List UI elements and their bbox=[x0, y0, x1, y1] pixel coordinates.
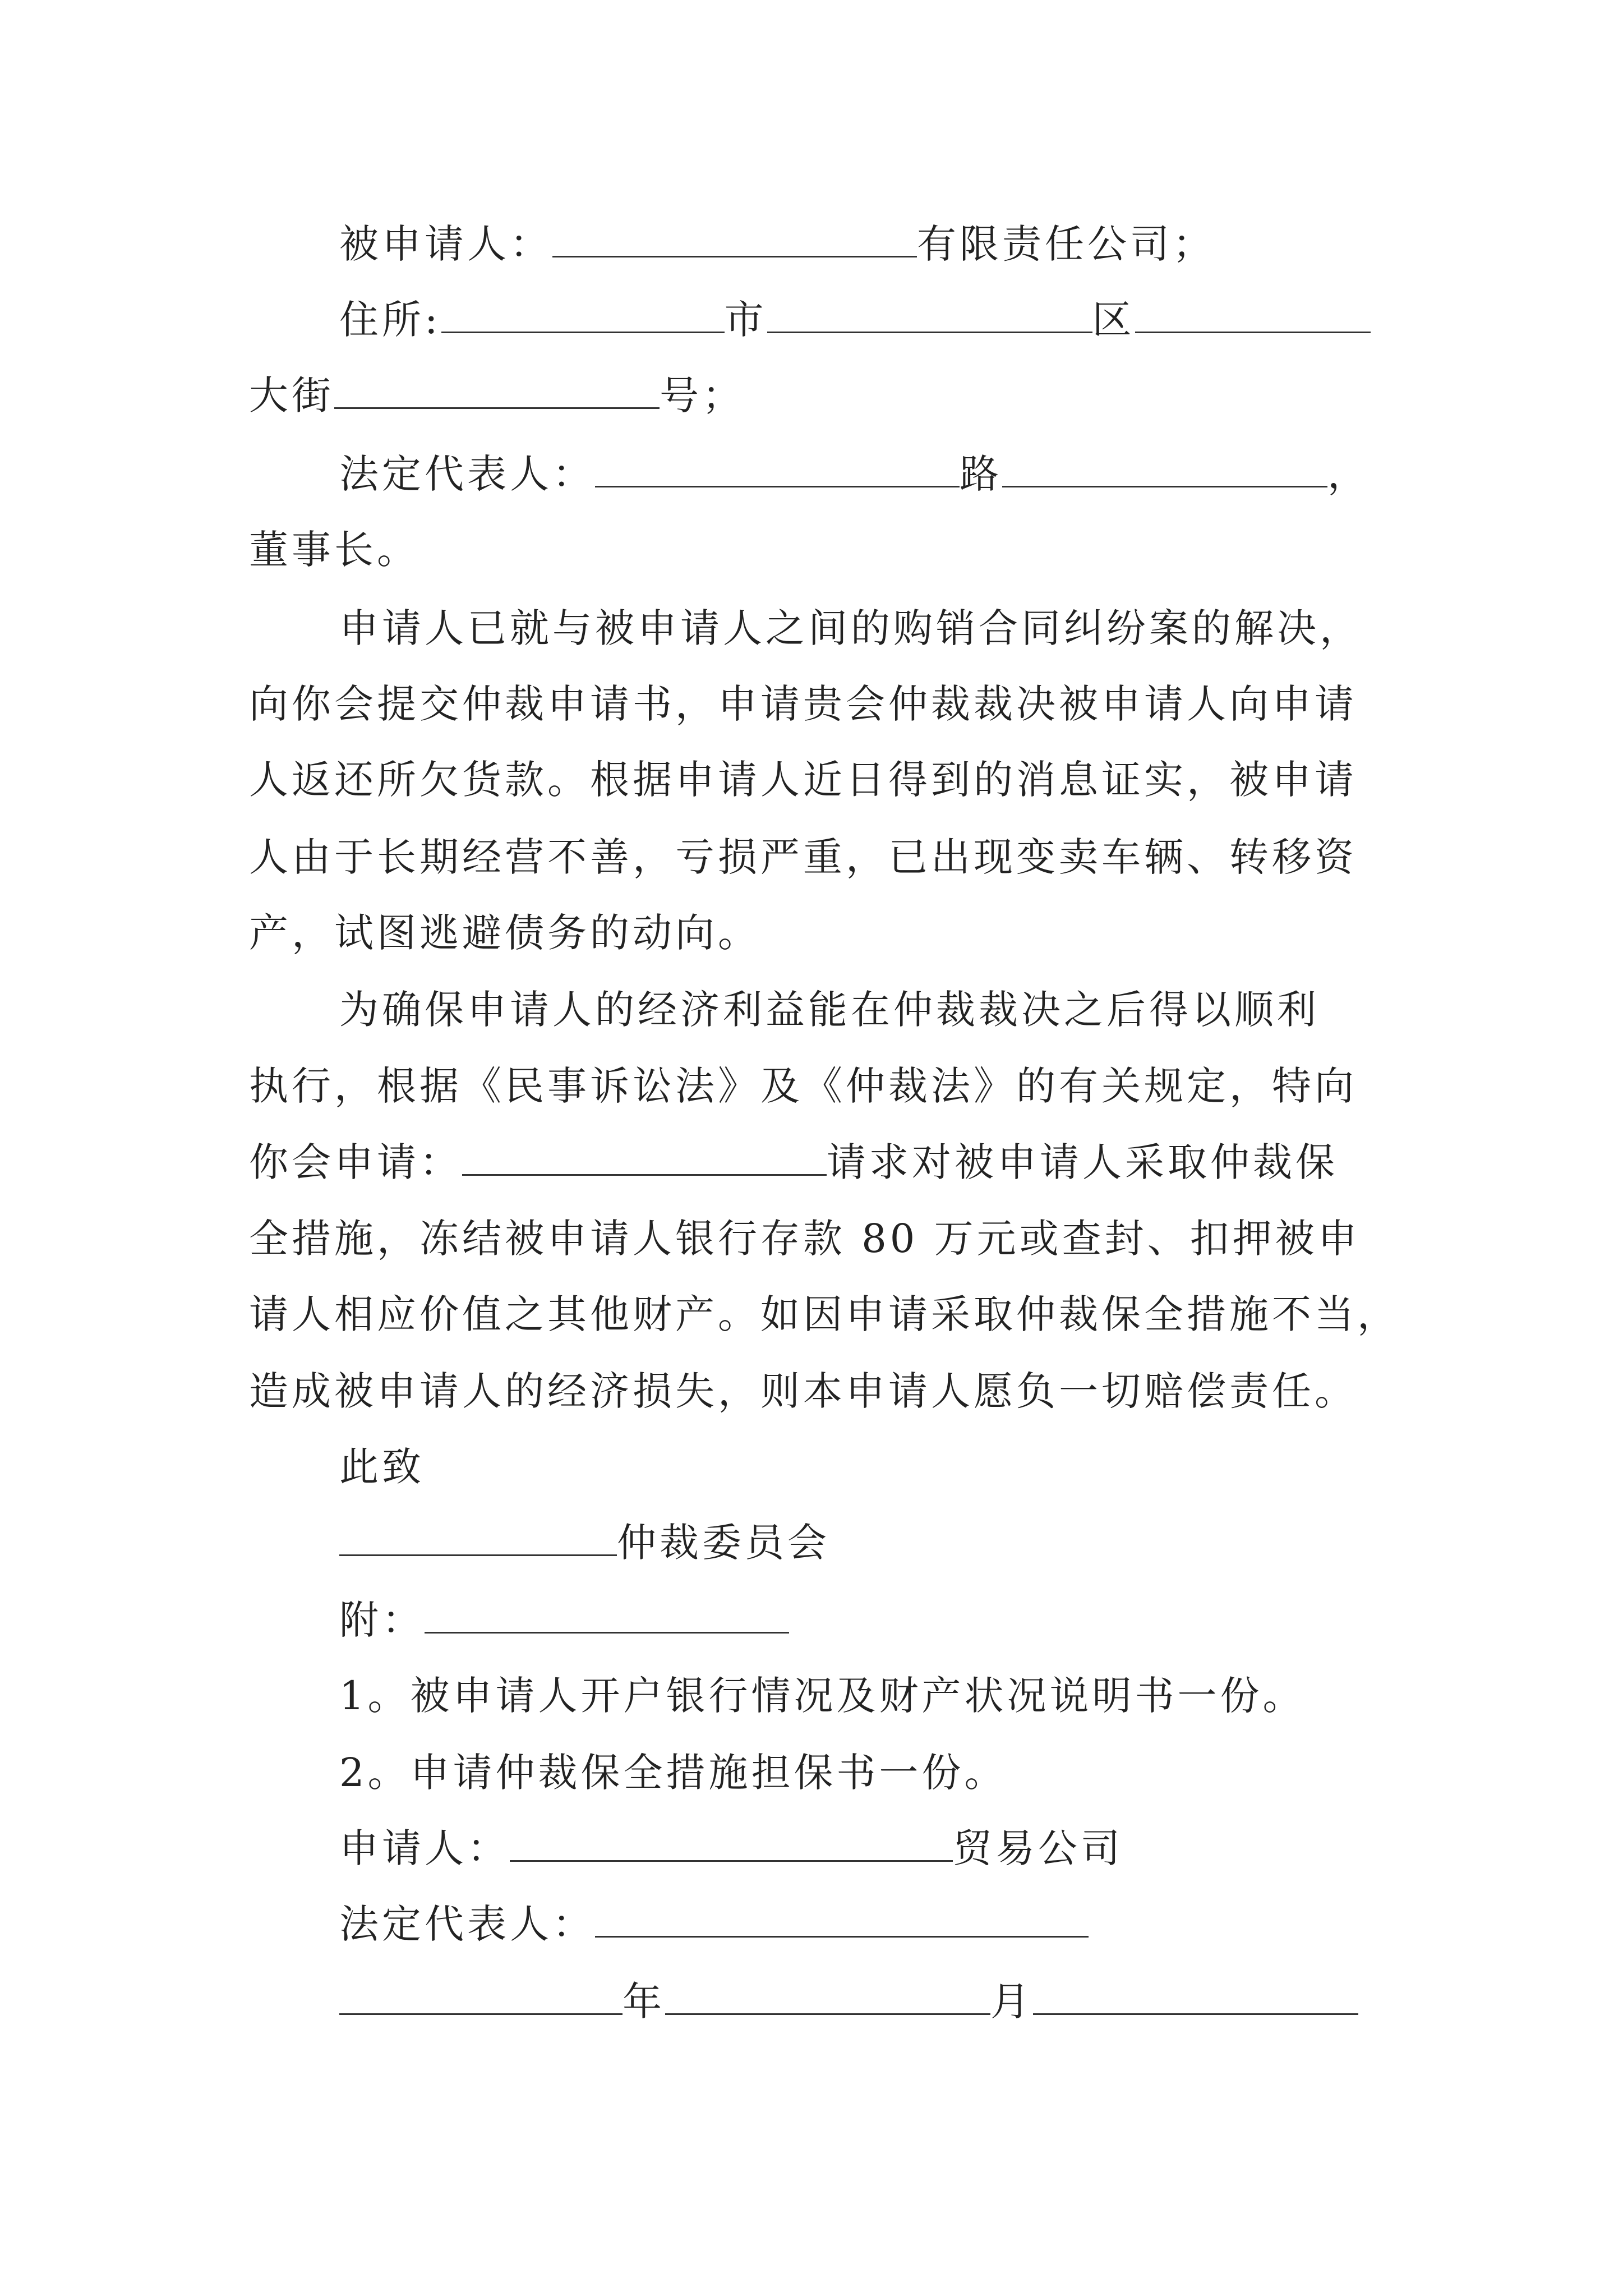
signature-rep-blank bbox=[595, 1899, 1089, 1938]
legal-rep-comma: ， bbox=[1327, 451, 1370, 497]
salutation: 此致 bbox=[339, 1444, 425, 1490]
attachment-line bbox=[339, 1592, 789, 1648]
attachment-item-1: 1。被申请人开户银行情况及财产状况说明书一份。 bbox=[339, 1673, 1306, 1719]
address-street-blank bbox=[334, 370, 660, 409]
attachment-item-2: 2。申请仲裁保全措施担保书一份。 bbox=[339, 1750, 1007, 1796]
address-extra-blank bbox=[1135, 295, 1371, 333]
paragraph-1-line: 向你会提交仲裁申请书，申请贵会仲裁裁决被申请人向申请 bbox=[249, 681, 1357, 727]
address-line bbox=[339, 292, 1371, 348]
request-prefix: 你会申请： bbox=[249, 1139, 462, 1185]
month-label: 月 bbox=[990, 1978, 1033, 2024]
address-district-blank bbox=[767, 295, 1092, 333]
legal-rep-label: 法定代表人： bbox=[339, 451, 595, 497]
signature-rep-label: 法定代表人： bbox=[339, 1901, 595, 1947]
respondent-label: 被申请人： bbox=[339, 221, 552, 267]
paragraph-2-line: 造成被申请人的经济损失，则本申请人愿负一切赔偿责任。 bbox=[249, 1368, 1357, 1414]
paragraph-2-line: 为确保申请人的经济利益能在仲裁裁决之后得以顺利 bbox=[339, 987, 1320, 1033]
legal-rep-title-line bbox=[249, 522, 419, 578]
paragraph-1-line: 人返还所欠货款。根据申请人近日得到的消息证实，被申请 bbox=[249, 757, 1357, 803]
committee-line bbox=[339, 1515, 830, 1571]
year-label: 年 bbox=[623, 1978, 665, 2024]
legal-rep-title: 董事长。 bbox=[249, 527, 419, 573]
legal-rep-road-blank bbox=[1002, 449, 1327, 487]
address-number: 号； bbox=[660, 372, 745, 418]
address-city-blank bbox=[441, 295, 725, 333]
address-line-2 bbox=[249, 367, 745, 424]
address-label: 住所: bbox=[339, 297, 441, 343]
signature-rep-line bbox=[339, 1896, 1089, 1952]
respondent-suffix: 有限责任公司； bbox=[917, 221, 1215, 267]
attachment-label: 附： bbox=[339, 1597, 425, 1643]
paragraph-1-line: 申请人已就与被申请人之间的购销合同纠纷案的解决， bbox=[339, 605, 1362, 651]
address-street: 大街 bbox=[249, 372, 334, 418]
date-line bbox=[339, 1973, 1358, 2030]
request-suffix: 请求对被申请人采取仲裁保 bbox=[827, 1139, 1338, 1185]
request-blank bbox=[462, 1137, 827, 1176]
paragraph-2-line: 执行，根据《民事诉讼法》及《仲裁法》的有关规定，特向 bbox=[249, 1063, 1357, 1109]
paragraph-2-line: 全措施，冻结被申请人银行存款 80 万元或查封、扣押被申 bbox=[249, 1216, 1361, 1262]
applicant-suffix: 贸易公司 bbox=[953, 1825, 1123, 1871]
committee-blank bbox=[339, 1517, 617, 1556]
committee-name: 仲裁委员会 bbox=[617, 1520, 830, 1566]
paragraph-1-line: 产，试图逃避债务的动向。 bbox=[249, 910, 760, 956]
month-blank bbox=[665, 1976, 990, 2015]
applicant-name-blank bbox=[510, 1823, 953, 1862]
applicant-label: 申请人： bbox=[339, 1825, 510, 1871]
legal-rep-road: 路 bbox=[960, 451, 1002, 497]
respondent-name-blank bbox=[552, 219, 917, 257]
address-district: 区 bbox=[1092, 297, 1135, 343]
address-city: 市 bbox=[724, 297, 767, 343]
respondent-line bbox=[339, 216, 1215, 272]
legal-rep-line bbox=[339, 446, 1370, 502]
day-blank bbox=[1033, 1976, 1358, 2015]
paragraph-1-line: 人由于长期经营不善，亏损严重，已出现变卖车辆、转移资 bbox=[249, 834, 1357, 880]
year-blank bbox=[339, 1976, 623, 2015]
paragraph-2-line bbox=[249, 1134, 1338, 1190]
attachment-blank bbox=[425, 1595, 789, 1634]
paragraph-2-line: 请人相应价值之其他财产。如因申请采取仲裁保全措施不当， bbox=[249, 1291, 1400, 1337]
legal-rep-name-blank bbox=[595, 449, 960, 487]
applicant-line bbox=[339, 1820, 1123, 1876]
